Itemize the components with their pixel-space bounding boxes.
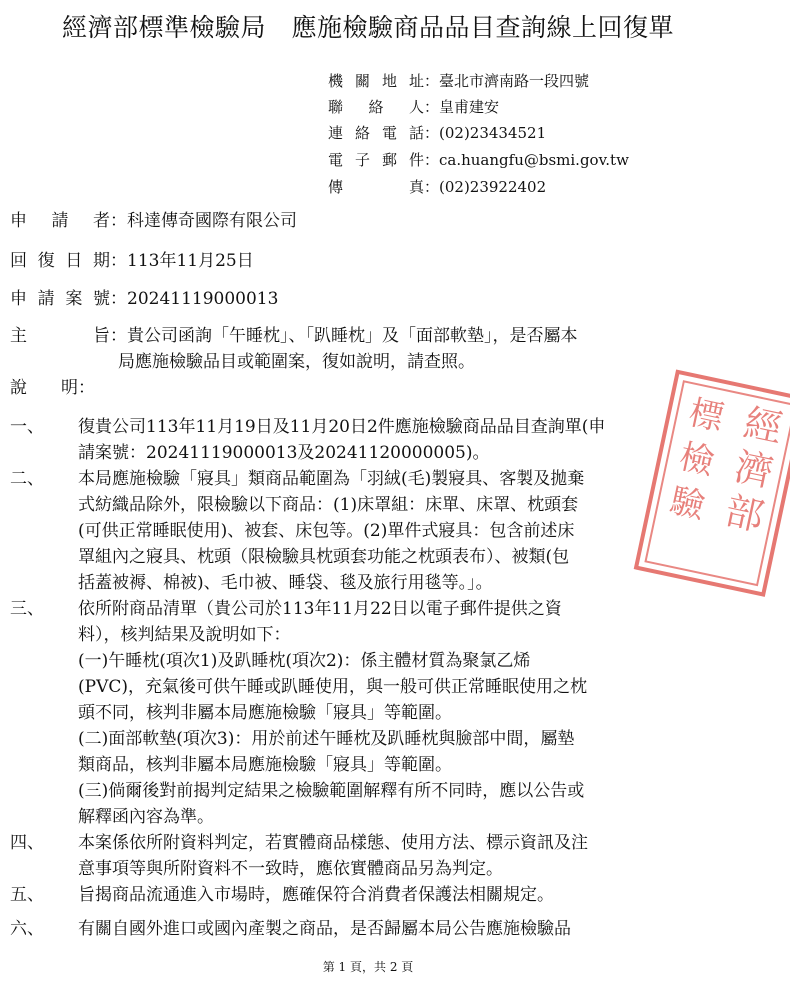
meta-label: 回復日期 — [10, 251, 110, 271]
svg-text:標: 標 — [685, 392, 727, 439]
item-line: 罩組內之寢具、枕頭（限檢驗具枕頭套功能之枕頭表布）、被類(包 — [78, 547, 570, 567]
contact-value: ：ca.huangfu@bsmi.gov.tw — [424, 151, 629, 169]
document-title: 經濟部標準檢驗局 應施檢驗商品品目查詢線上回復單 — [61, 13, 674, 42]
contact-address — [328, 70, 589, 91]
subject-line-1 — [10, 321, 578, 346]
case-number — [10, 284, 278, 309]
item-line: 有關自國外進口或國內產製之商品，是否歸屬本局公告應施檢驗品 — [78, 919, 571, 939]
page-footer: 第 1 頁，共 2 頁 — [322, 960, 414, 974]
meta-value: ：科達傳奇國際有限公司 — [110, 211, 297, 231]
meta-value: ：113年11月25日 — [110, 251, 254, 271]
item-line: 頭不同，核判非屬本局應施檢驗「寢具」等範圍。 — [78, 703, 452, 723]
item-line: (一)午睡枕(項次1)及趴睡枕(項次2)：係主體材質為聚氯乙烯 — [78, 651, 531, 671]
item-number: 四、 — [10, 833, 44, 853]
item-line: 旨揭商品流通進入市場時，應確保符合消費者保護法相關規定。 — [78, 885, 554, 905]
item-line: (可供正常睡眠使用)、被套、床包等。(2)單件式寢具：包含前述床 — [78, 521, 575, 541]
explanation-label: 說 明： — [10, 378, 95, 398]
contact-value: ：臺北市濟南路一段四號 — [424, 72, 590, 90]
meta-label: 申請案號 — [10, 289, 110, 309]
meta-value: ：20241119000013 — [110, 289, 279, 309]
contact-person — [328, 96, 499, 117]
item-line: 意事項等與所附資料不一致時，應依實體商品另為判定。 — [78, 859, 503, 879]
item-line: 料），核判結果及說明如下： — [78, 625, 291, 645]
item-line: 類商品，核判非屬本局應施檢驗「寢具」等範圍。 — [78, 755, 452, 775]
item-line: 復貴公司113年11月19日及11月20日2件應施檢驗商品品目查詢單(申 — [78, 417, 606, 437]
contact-value: ：皇甫建安 — [424, 98, 500, 116]
item-number: 五、 — [10, 885, 44, 905]
applicant — [10, 206, 297, 231]
contact-value: ：(02)23434521 — [424, 124, 547, 142]
item-line: 依所附商品清單（貴公司於113年11月22日以電子郵件提供之資 — [78, 599, 562, 619]
subject-text: ：貴公司函詢「午睡枕」、「趴睡枕」及「面部軟墊」，是否屬本 — [110, 326, 578, 346]
meta-label: 申 請 者 — [10, 211, 110, 231]
contact-value: ：(02)23922402 — [424, 178, 547, 196]
item-number: 一、 — [10, 417, 44, 437]
contact-label: 聯 絡 人 — [328, 98, 424, 116]
contact-label: 機關地址 — [328, 72, 424, 90]
svg-text:濟: 濟 — [730, 444, 778, 496]
svg-text:檢: 檢 — [676, 436, 718, 483]
item-line: (PVC)，充氣後可供午睡或趴睡使用，與一般可供正常睡眠使用之枕 — [78, 677, 587, 697]
item-line: 本案係依所附資料判定，若實體商品樣態、使用方法、標示資訊及注 — [78, 833, 588, 853]
contact-label: 傳 真 — [328, 178, 424, 196]
official-seal-stamp — [640, 360, 790, 600]
item-line: 式紡織品除外，限檢驗以下商品：(1)床罩組：床單、床罩、枕頭套 — [78, 495, 579, 515]
item-line: 請案號：20241119000013及20241120000005)。 — [78, 443, 490, 463]
subject-line-2: 局應施檢驗品目或範圍案，復如說明，請查照。 — [118, 352, 475, 372]
contact-phone — [328, 122, 546, 143]
item-number: 六、 — [10, 919, 44, 939]
contact-fax — [328, 176, 546, 197]
contact-label: 電子郵件 — [328, 151, 424, 169]
item-number: 二、 — [10, 469, 44, 489]
subject-label: 主 旨 — [10, 326, 110, 346]
item-line: (二)面部軟墊(項次3)：用於前述午睡枕及趴睡枕與臉部中間，屬墊 — [78, 729, 575, 749]
item-line: 括蓋被褥、棉被)、毛巾被、睡袋、毯及旅行用毯等。」。 — [78, 573, 493, 593]
contact-label: 連絡電話 — [328, 124, 424, 142]
reply-date — [10, 246, 254, 271]
svg-text:部: 部 — [721, 488, 768, 540]
item-line: 解釋函內容為準。 — [78, 807, 214, 827]
item-number: 三、 — [10, 599, 44, 619]
svg-text:經: 經 — [740, 400, 787, 452]
contact-email — [328, 149, 629, 170]
item-line: 本局應施檢驗「寢具」類商品範圍為「羽絨(毛)製寢具、客製及拋棄 — [78, 469, 585, 489]
item-line: (三)倘爾後對前揭判定結果之檢驗範圍解釋有所不同時，應以公告或 — [78, 781, 585, 801]
svg-text:驗: 驗 — [666, 480, 709, 527]
